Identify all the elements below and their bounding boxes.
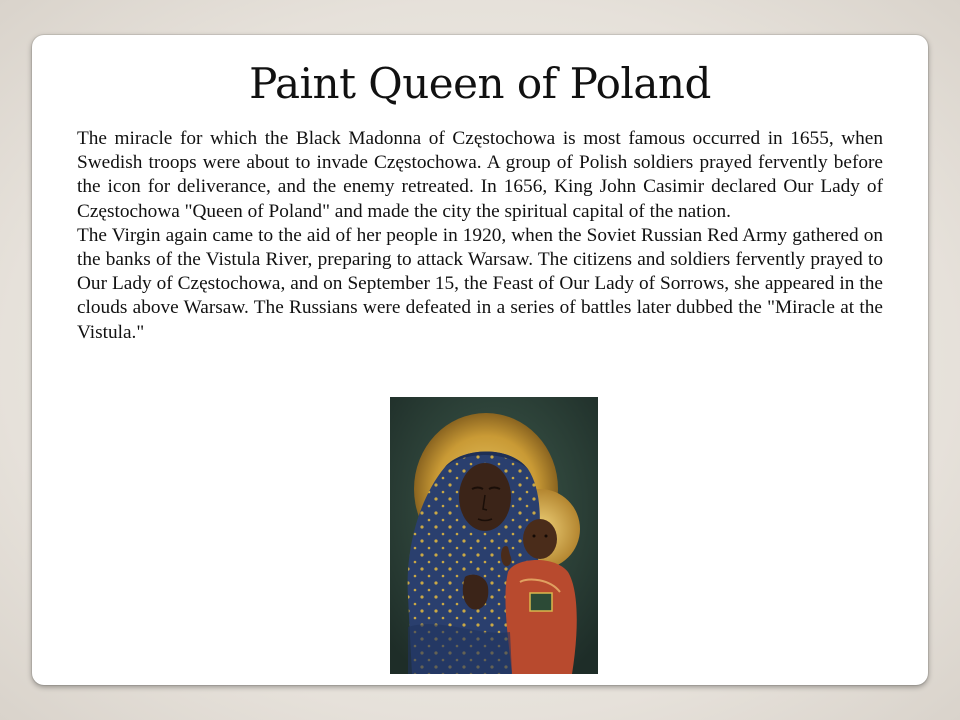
black-madonna-icon bbox=[390, 397, 598, 674]
slide-title: Paint Queen of Poland bbox=[249, 59, 711, 108]
paragraph-1920-miracle: The Virgin again came to the aid of her people in 1920, when the Soviet Russian Red Army gathered on the banks of the Vistula River, preparing to attack Warsaw. The citizens and soldiers fervently prayed to Our Lady of Częstochowa, and on September 15, the Feast of Our Lady of Sorrows, she appeared in the clouds above Warsaw. The Russians were defeated in a series of battles later dubbed the "Miracle at the Vistula." bbox=[77, 224, 883, 343]
slide-card bbox=[32, 35, 928, 685]
slide-body bbox=[77, 127, 883, 345]
paragraph-1655-miracle: The miracle for which the Black Madonna of Częstochowa is most famous occurred in 1655, when Swedish troops were about to invade Częstochowa. A group of Polish soldiers prayed fervently before the icon for deliverance, and the enemy retreated. In 1656, King John Casimir declared Our Lady of Częstochowa "Queen of Poland" and made the city the spiritual capital of the nation. bbox=[77, 128, 883, 222]
